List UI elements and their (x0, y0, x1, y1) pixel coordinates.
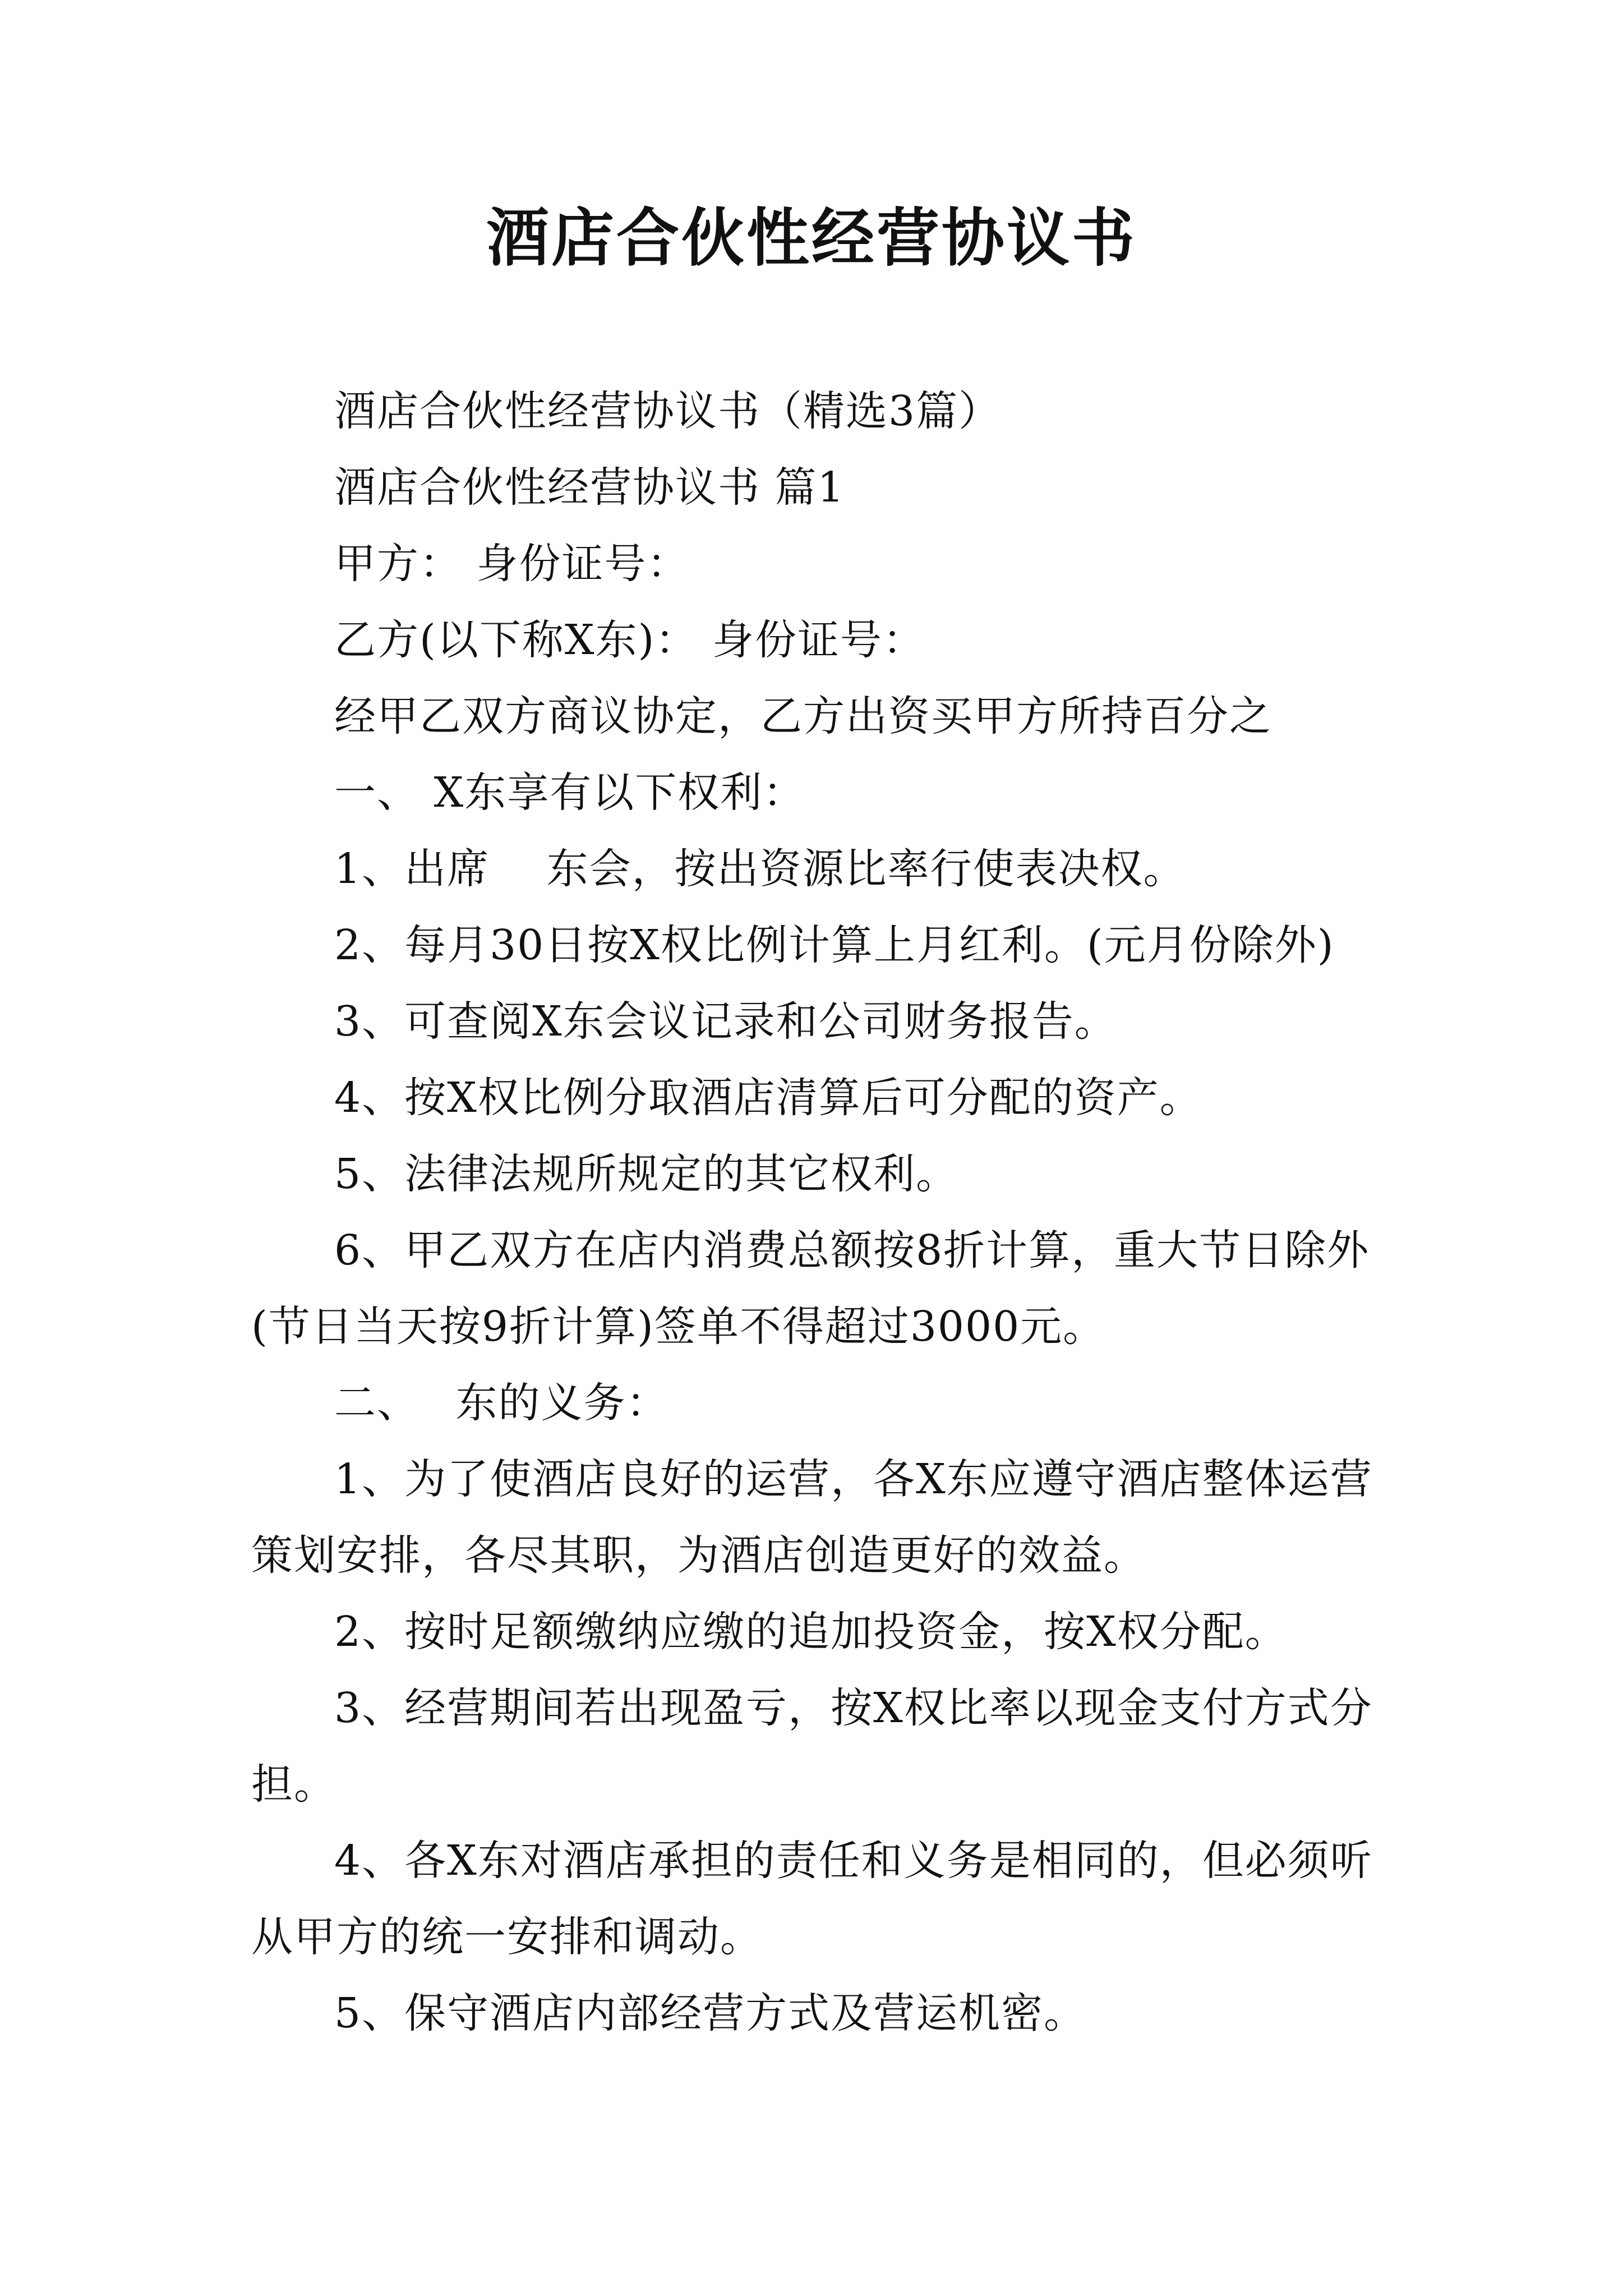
paragraph-right-6: 6、甲乙双方在店内消费总额按8折计算，重大节日除外(节日当天按9折计算)签单不得超过3000元。 (251, 1226, 1370, 1351)
paragraph-duty-4: 4、各X东对酒店承担的责任和义务是相同的，但必须听从甲方的统一安排和调动。 (251, 1837, 1373, 1961)
paragraph-right-4: 4、按X权比例分取酒店清算后可分配的资产。 (334, 1074, 1202, 1122)
paragraph-intro: 经甲乙双方商议协定，乙方出资买甲方所持百分之 (334, 692, 1272, 740)
paragraph-right-1: 1、出席 东会，按出资源比率行使表决权。 (334, 845, 1186, 893)
paragraph-right-3: 3、可查阅X东会议记录和公司财务报告。 (334, 997, 1117, 1046)
paragraph-section-heading: 酒店合伙性经营协议书 篇1 (334, 463, 845, 512)
document-title: 酒店合伙性经营协议书 (486, 201, 1137, 275)
paragraph-right-5: 5、法律法规所规定的其它权利。 (334, 1150, 959, 1198)
paragraph-party-b: 乙方(以下称X东)： 身份证号： (334, 616, 925, 664)
paragraph-subtitle: 酒店合伙性经营协议书（精选3篇） (334, 387, 1002, 435)
paragraph-duty-5: 5、保守酒店内部经营方式及营运机密。 (334, 1989, 1087, 2037)
paragraph-duties-heading: 二、 东的义务： (334, 1379, 669, 1427)
paragraph-party-a: 甲方： 身份证号： (334, 540, 690, 588)
paragraph-duty-1: 1、为了使酒店良好的运营，各X东应遵守酒店整体运营策划安排，各尽其职，为酒店创造更好的效益。 (251, 1455, 1373, 1580)
paragraph-right-2: 2、每月30日按X权比例计算上月红利。(元月份除外) (334, 921, 1335, 969)
paragraph-rights-heading: 一、 X东享有以下权利： (334, 769, 806, 817)
paragraph-duty-2: 2、按时足额缴纳应缴的追加投资金，按X权分配。 (334, 1608, 1288, 1656)
paragraph-duty-3: 3、经营期间若出现盈亏，按X权比率以现金支付方式分担。 (251, 1684, 1373, 1809)
document-body (251, 373, 1384, 2051)
